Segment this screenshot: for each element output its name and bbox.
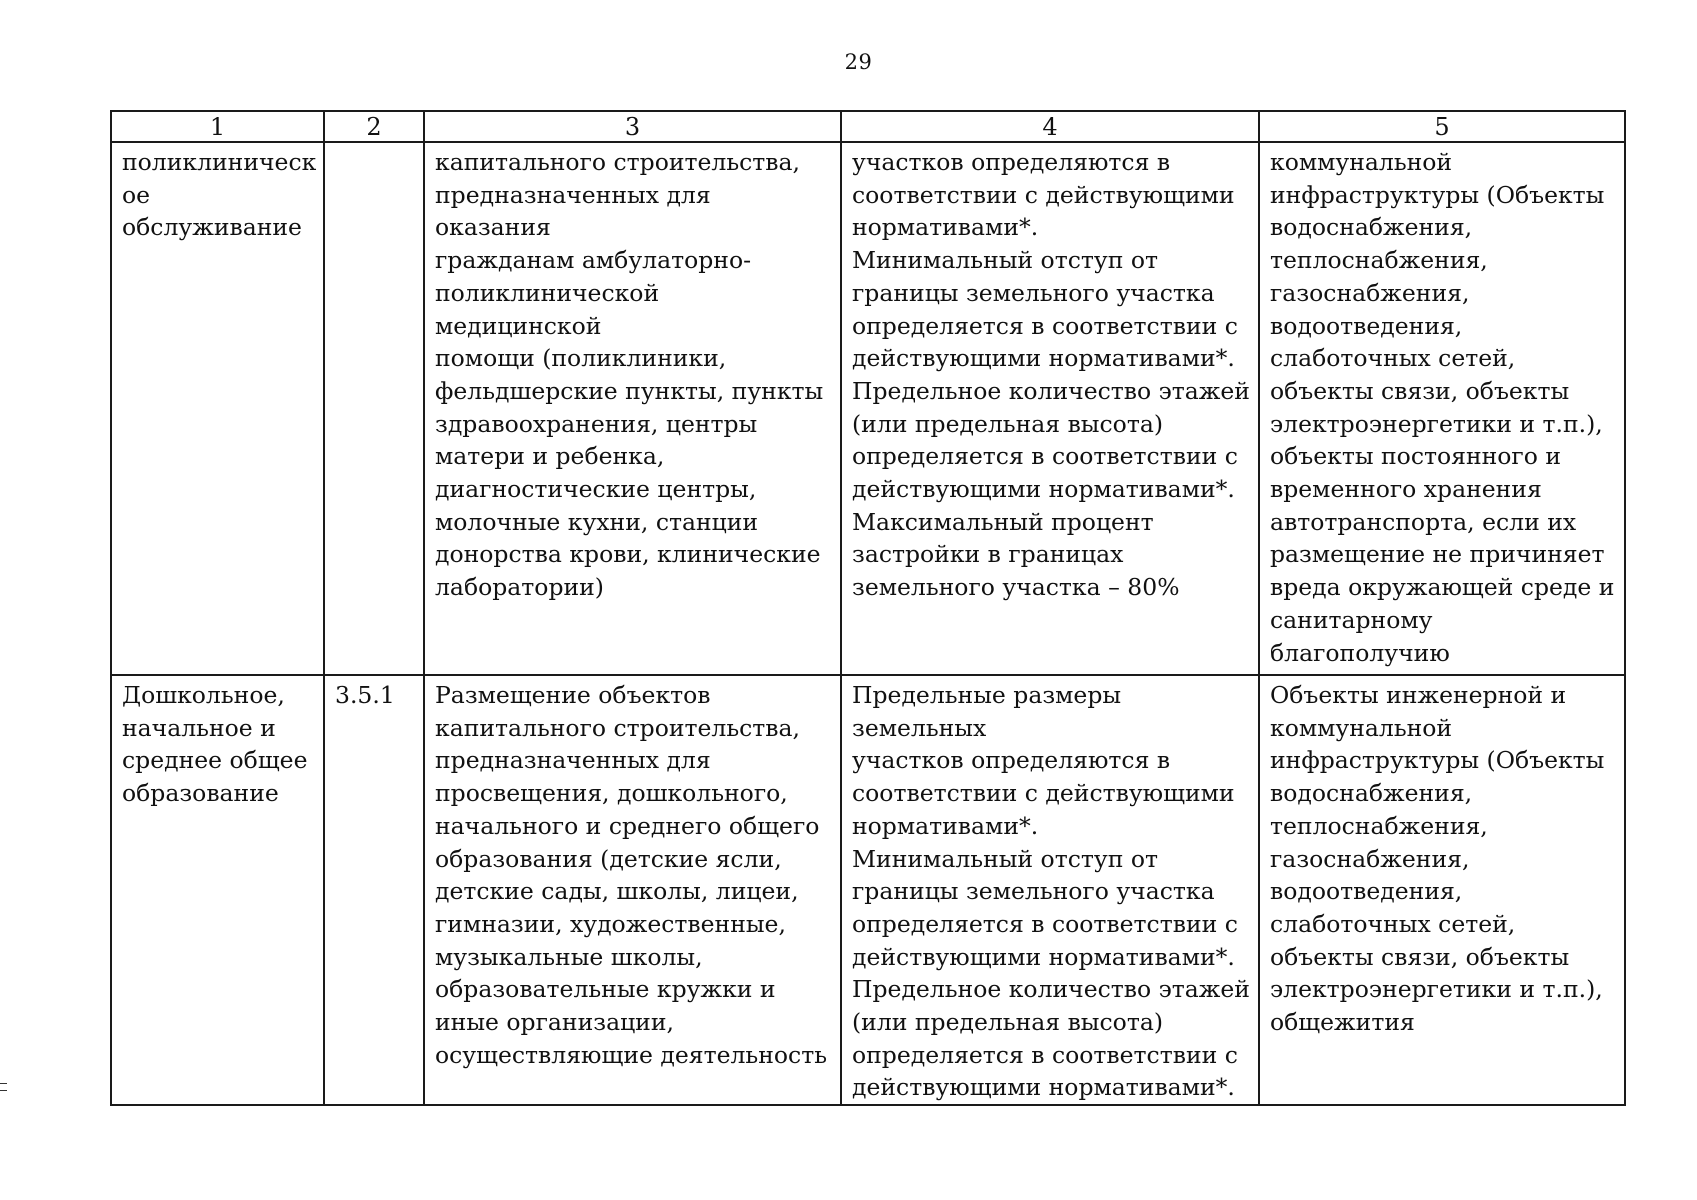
scan-margin-mark bbox=[0, 1083, 7, 1091]
auxiliary-uses-cell: Объекты инженерной и коммунальной инфраструктуры (Объекты водоснабжения, теплоснабжения, газоснабжения, водоотведения, слаботочных сетей, объекты связи, объекты электроэнергетики и т.п.), общежития bbox=[1259, 675, 1625, 1105]
column-header-2: 2 bbox=[324, 111, 424, 142]
column-header-3: 3 bbox=[424, 111, 841, 142]
column-header-5: 5 bbox=[1259, 111, 1625, 142]
land-use-description-cell: капитального строительства, предназначенных для оказания гражданам амбулаторно- поликлинической медицинской помощи (поликлиники, фельдшерские пункты, пункты здравоохранения, центры матери и ребенка, диагностические центры, молочные кухни, станции донорства крови, клинические лаборатории) bbox=[424, 142, 841, 675]
table-header-row bbox=[111, 111, 1625, 142]
land-use-name-cell: поликлиническ ое обслуживание bbox=[111, 142, 324, 675]
page-number: 29 bbox=[844, 50, 873, 74]
land-use-code-cell: 3.5.1 bbox=[324, 675, 424, 1105]
zoning-regulations-table bbox=[110, 110, 1626, 1106]
land-use-description-cell: Размещение объектов капитального строительства, предназначенных для просвещения, дошкольного, начального и среднего общего образования (детские ясли, детские сады, школы, лицеи, гимназии, художественные, музыкальные школы, образовательные кружки и иные организации, осуществляющие деятельность bbox=[424, 675, 841, 1105]
column-header-4: 4 bbox=[841, 111, 1259, 142]
building-parameters-cell: участков определяются в соответствии с действующими нормативами*. Минимальный отступ от границы земельного участка определяется в соответствии с действующими нормативами*. Предельное количество этажей (или предельная высота) определяется в соответствии с действующими нормативами*. Максимальный процент застройки в границах земельного участка – 80% bbox=[841, 142, 1259, 675]
table-row bbox=[111, 142, 1625, 675]
land-use-name-cell: Дошкольное, начальное и среднее общее образование bbox=[111, 675, 324, 1105]
column-header-1: 1 bbox=[111, 111, 324, 142]
building-parameters-cell: Предельные размеры земельных участков определяются в соответствии с действующими нормативами*. Минимальный отступ от границы земельного участка определяется в соответствии с действующими нормативами*. Предельное количество этажей (или предельная высота) определяется в соответствии с действующими нормативами*. bbox=[841, 675, 1259, 1105]
table-row bbox=[111, 675, 1625, 1105]
land-use-code-cell bbox=[324, 142, 424, 675]
auxiliary-uses-cell: коммунальной инфраструктуры (Объекты водоснабжения, теплоснабжения, газоснабжения, водоотведения, слаботочных сетей, объекты связи, объекты электроэнергетики и т.п.), объекты постоянного и временного хранения автотранспорта, если их размещение не причиняет вреда окружающей среде и санитарному благополучию bbox=[1259, 142, 1625, 675]
